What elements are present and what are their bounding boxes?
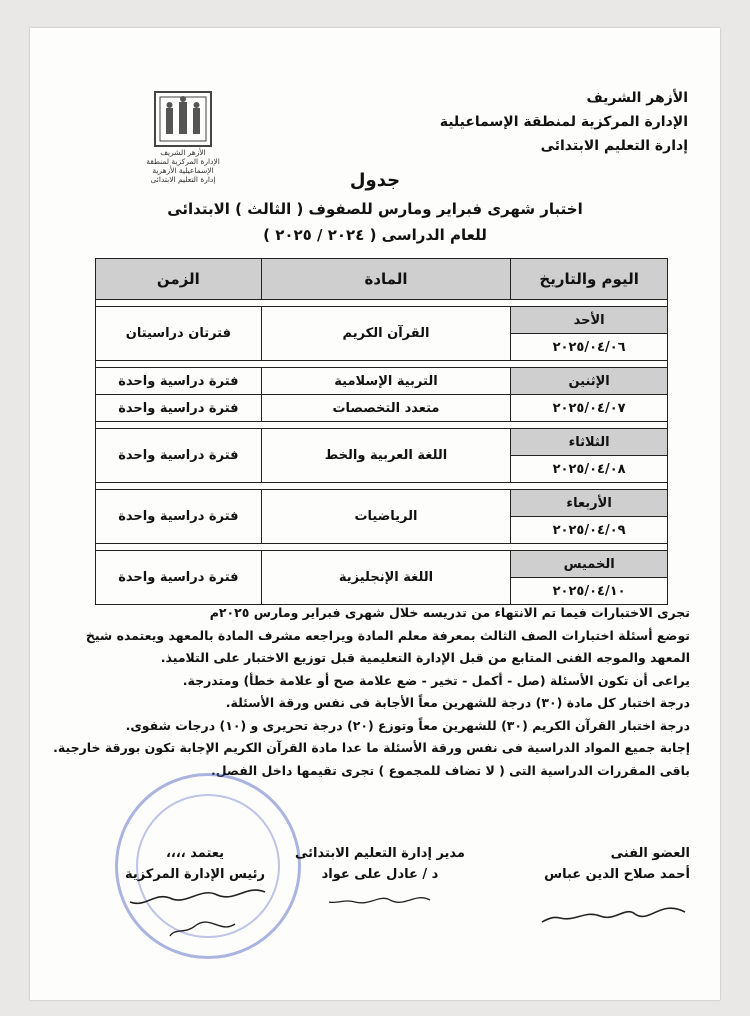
subject-cell: التربية الإسلامية — [261, 368, 511, 395]
member-title: العضو الفنى — [610, 846, 690, 861]
time-cell: فترة دراسية واحدة — [96, 368, 262, 395]
instruction-item: إجابة جميع المواد الدراسية فى نفس ورقة الأسئلة ما عدا مادة القرآن الكريم الإجابة تكون بورقة خارجية. — [53, 740, 690, 755]
day-cell: الخميس — [511, 551, 668, 578]
director-name: د / عادل على عواد — [321, 867, 439, 882]
document-subtitle: اختبار شهرى فبراير ومارس للصفوف ( الثالث ) الابتدائى — [167, 200, 583, 218]
table-row — [96, 395, 668, 422]
day-cell: الأربعاء — [511, 490, 668, 517]
azhar-emblem-icon — [153, 90, 213, 148]
date-cell: ٢٠٢٥/٠٤/١٠ — [511, 578, 668, 605]
date-cell: ٢٠٢٥/٠٤/٠٦ — [511, 334, 668, 361]
logo-text-2: الإدارة المركزية لمنطقة الإسماعيلية الأزهرية — [146, 157, 220, 175]
table-header-row — [96, 259, 668, 300]
subject-cell: الرياضيات — [261, 490, 511, 544]
signature-scribble-icon — [325, 890, 435, 912]
header-day-date: اليوم والتاريخ — [511, 259, 668, 300]
table-row — [96, 490, 668, 517]
instruction-item: تجرى الاختبارات فيما تم الانتهاء من تدريسه خلال شهرى فبراير ومارس ٢٠٢٥م — [209, 605, 690, 620]
logo-text-3: إدارة التعليم الابتدائى — [150, 175, 216, 184]
institution-header — [368, 86, 688, 158]
director-title: مدير إدارة التعليم الابتدائى — [295, 846, 465, 861]
instruction-item: درجة اختبار كل مادة (٣٠) درجة للشهرين معاً الأجابة فى نفس ورقة الأسئلة. — [225, 695, 690, 710]
technical-member-signature — [520, 846, 690, 938]
instructions-list — [50, 602, 690, 782]
header-line-azhar: الأزهر الشريف — [586, 90, 688, 106]
approve-label: يعتمد ،،،، — [165, 846, 225, 861]
subject-cell: متعدد التخصصات — [261, 395, 511, 422]
instruction-item: المعهد والموجه الفنى المتابع من قبل الإدارة التعليمية قبل توزيع الاختبار على التلاميذ. — [160, 650, 690, 665]
header-time: الزمن — [96, 259, 262, 300]
subject-cell: اللغة العربية والخط — [261, 429, 511, 483]
subject-cell: القرآن الكريم — [261, 307, 511, 361]
time-cell: فترة دراسية واحدة — [96, 429, 262, 483]
member-name: أحمد صلاح الدين عباس — [544, 867, 690, 882]
instruction-item: توضع أسئلة اختبارات الصف الثالث بمعرفة معلم المادة ويراجعه مشرف المادة بالمعهد ويعتمده شيخ — [85, 627, 690, 643]
time-cell: فترة دراسية واحدة — [96, 551, 262, 605]
central-admin-title: رئيس الإدارة المركزية — [124, 867, 266, 882]
date-cell: ٢٠٢٥/٠٤/٠٨ — [511, 456, 668, 483]
date-cell: ٢٠٢٥/٠٤/٠٧ — [511, 395, 668, 422]
table-row — [96, 551, 668, 578]
day-cell: الإثنين — [511, 368, 668, 395]
header-line-primary-admin: إدارة التعليم الابتدائى — [540, 138, 688, 154]
time-cell: فترتان دراسيتان — [96, 307, 262, 361]
document-page — [30, 28, 720, 1000]
table-row — [96, 429, 668, 456]
date-cell: ٢٠٢٥/٠٤/٠٩ — [511, 517, 668, 544]
instruction-item: درجة اختبار القرآن الكريم (٣٠) للشهرين معاً وتوزع (٢٠) درجة تحريرى و (١٠) درجات شفوى. — [125, 717, 690, 733]
director-signature — [285, 846, 475, 916]
table-row — [96, 368, 668, 395]
instruction-item: يراعى أن تكون الأسئلة (صل - أكمل - تخير - ضع علامة صح أو علامة خطأ) ومتدرجة. — [182, 672, 690, 688]
day-cell: الثلاثاء — [511, 429, 668, 456]
header-subject: المادة — [261, 259, 511, 300]
signature-scribble-icon — [540, 894, 690, 934]
exam-schedule-table — [95, 258, 668, 605]
time-cell: فترة دراسية واحدة — [96, 395, 262, 422]
instruction-item: باقى المقررات الدراسية التى ( لا تضاف للمجموع ) تجرى تقيمها داخل الفصل. — [210, 762, 690, 778]
document-title: جدول — [349, 170, 401, 191]
day-cell: الأحد — [511, 307, 668, 334]
logo-text-1: الأزهر الشريف — [160, 148, 206, 157]
central-admin-signature — [100, 846, 290, 948]
academic-year: للعام الدراسى ( ٢٠٢٤ / ٢٠٢٥ ) — [263, 226, 487, 244]
signature-scribble-icon — [115, 884, 275, 944]
table-row — [96, 307, 668, 334]
time-cell: فترة دراسية واحدة — [96, 490, 262, 544]
subject-cell: اللغة الإنجليزية — [261, 551, 511, 605]
header-line-central-admin: الإدارة المركزية لمنطقة الإسماعيلية — [439, 114, 688, 130]
